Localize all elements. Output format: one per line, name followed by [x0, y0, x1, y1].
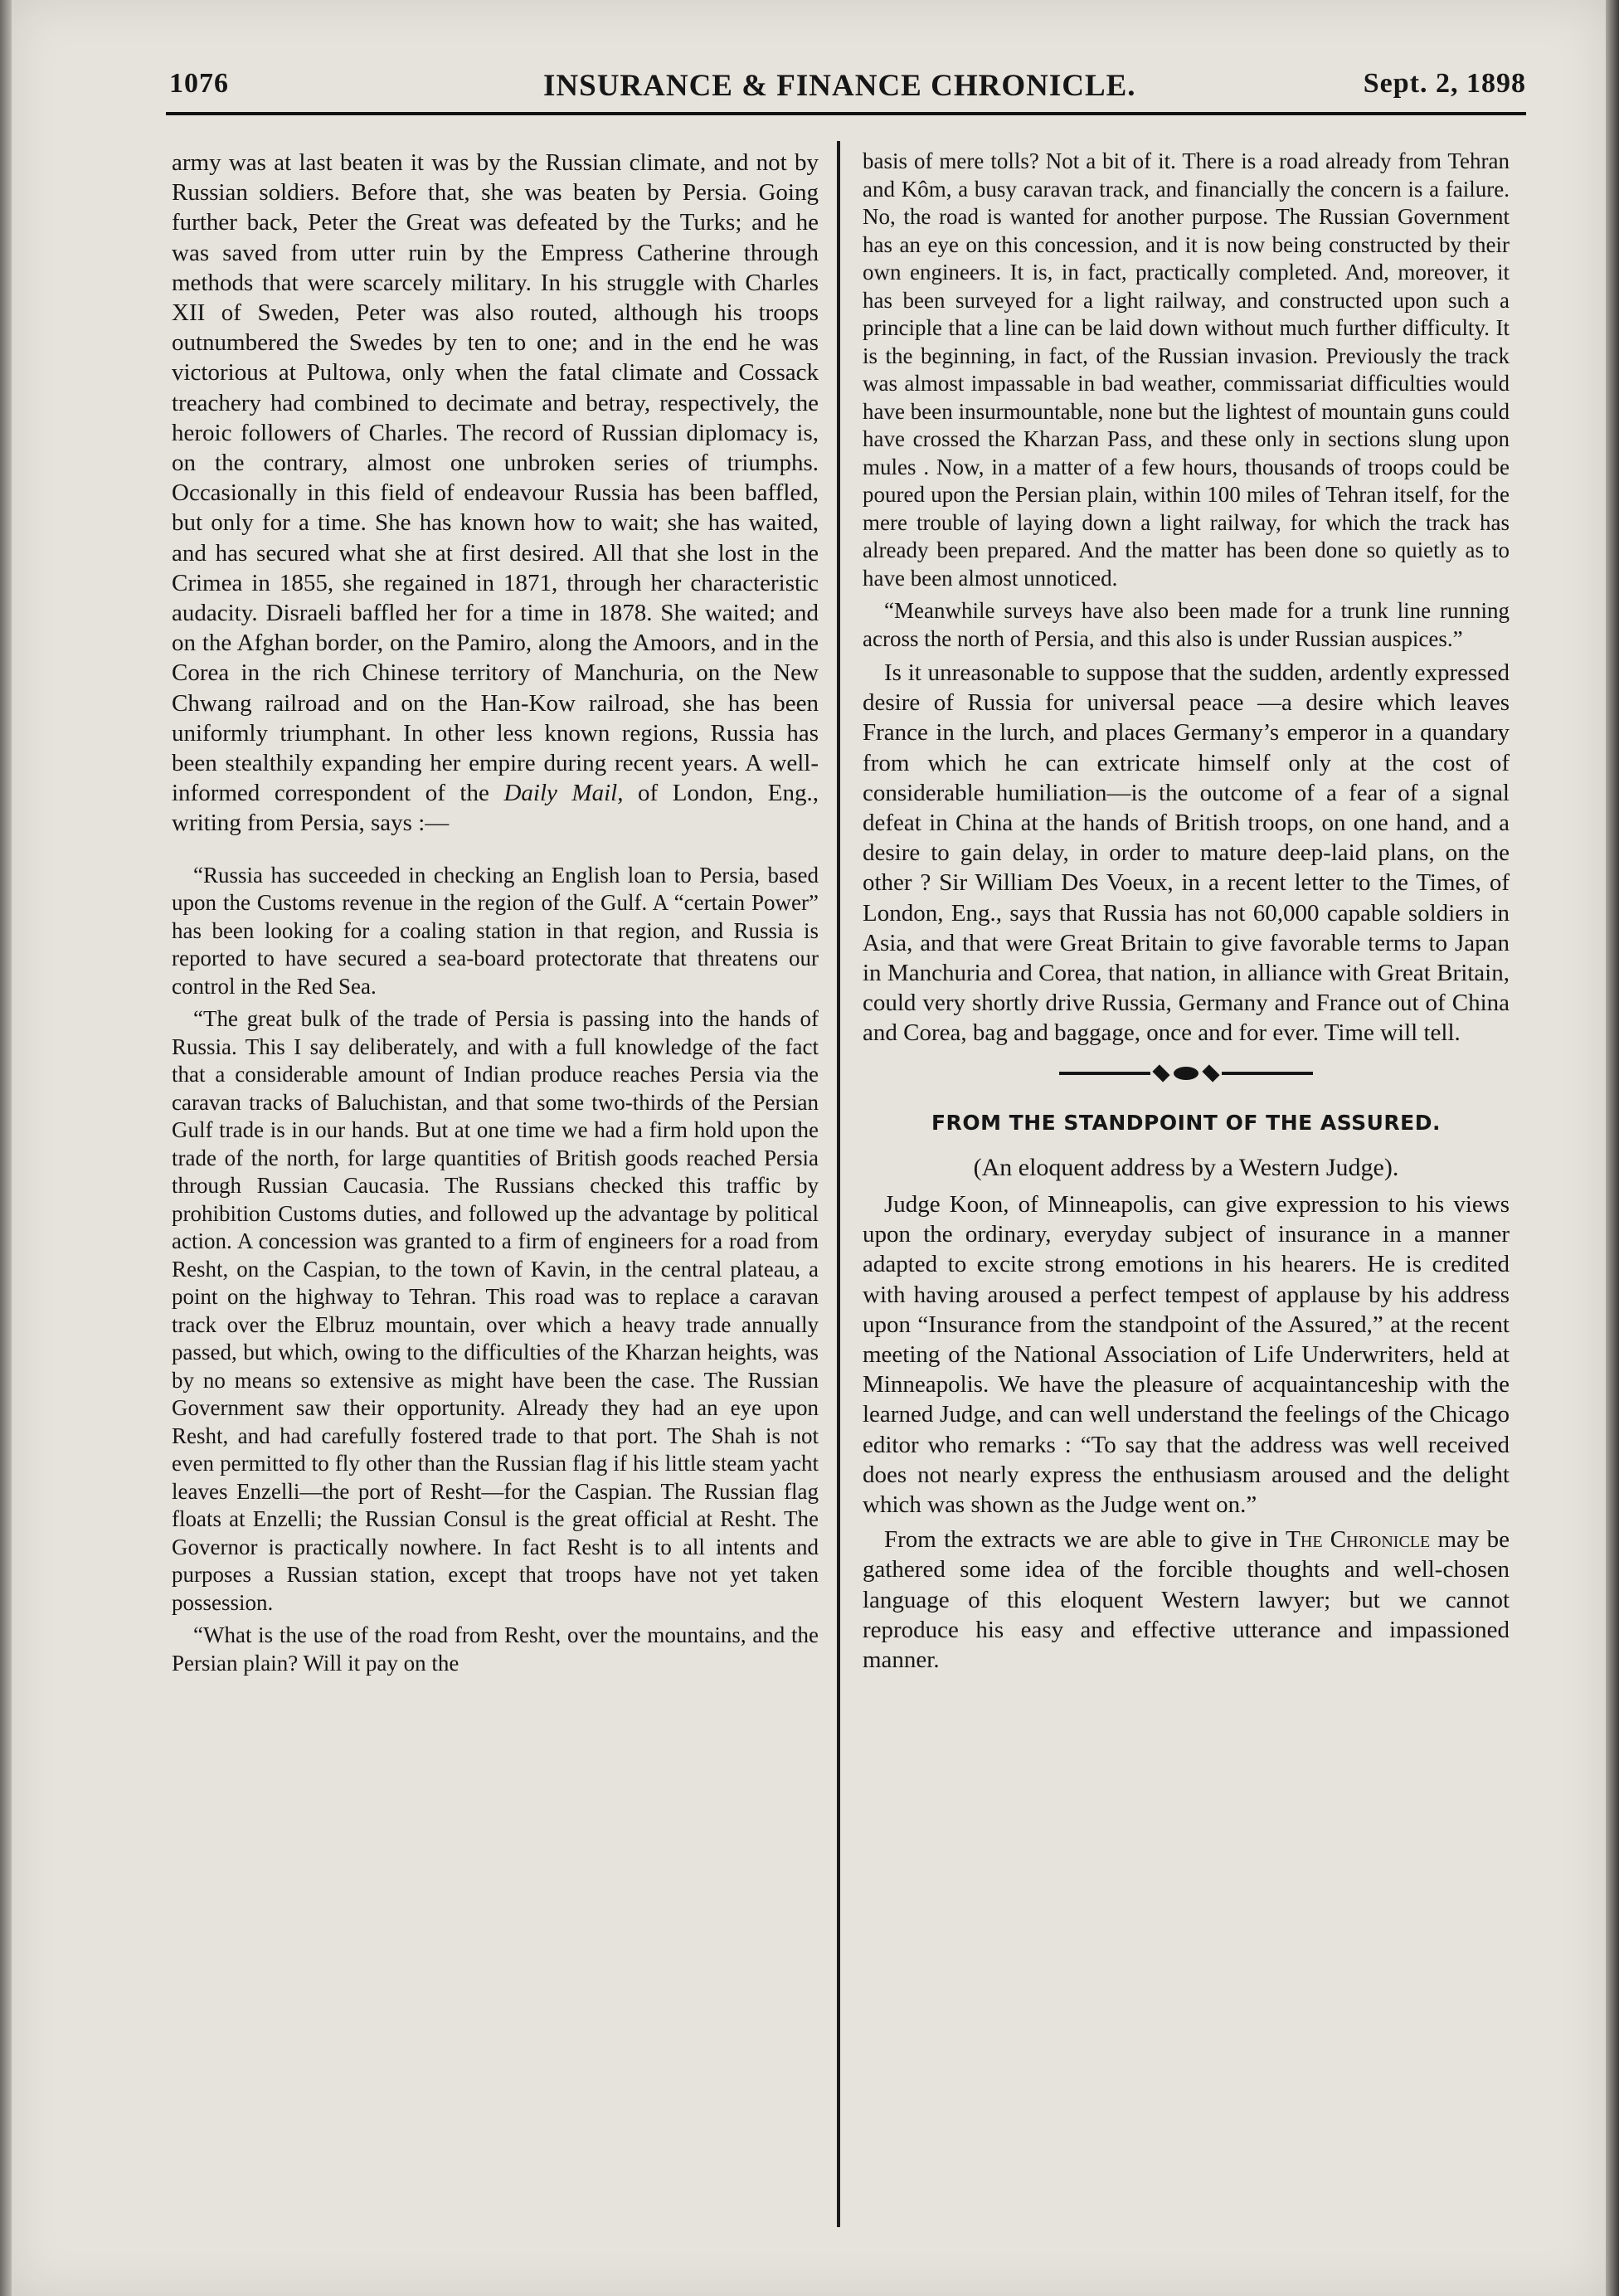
- paragraph-text: army was at last beaten it was by the Russian climate, and not by Russian soldiers. Before that, she was beaten by Persia. Going further back, Peter the Great was defeated by the Turks; and he was saved from utter ruin by the Empress Catherine through methods that were scarcely military. In his struggle with Charles XII of Sweden, Peter was also routed, although his troops outnumbered the Swedes by ten to one; and in the end he was victorious at Pultowa, only when the fatal climate and Cossack treachery had combined to decimate and betray, respectively, the heroic followers of Charles. The record of Russian diplomacy is, on the contrary, almost one unbroken series of triumphs. Occasionally in this field of endeavour Russia has been baffled, but only for a time. She has known how to wait; she has waited, and has secured what she at first desired. All that she lost in the Crimea in 1855, she regained in 1871, through her characteristic audacity. Disraeli baffled her for a time in 1878. She waited; and on the Afghan border, on the Pamiro, along the Amoors, and in the Corea in the rich Chinese territory of Manchuria, on the New Chwang railroad and on the Han-Kow railroad, she has been uniformly triumphant. In other less known regions, Russia has been stealthily expanding her empire during recent years. A well-informed correspondent of the: [172, 149, 819, 807]
- page-number: 1076: [169, 68, 229, 99]
- paragraph-text: may be gathered some idea of the forcible thoughts and well-chosen language of this eloquent Western lawyer; but we cannot reproduce his easy and effective utterance and impassioned manner.: [863, 1526, 1510, 1674]
- publication-title: INSURANCE & FINANCE CHRONICLE.: [543, 69, 1136, 103]
- ornament-oval: [1174, 1067, 1198, 1080]
- header-rule: [166, 112, 1526, 115]
- quoted-paragraph: “Russia has succeeded in checking an English loan to Persia, based upon the Customs revenue in the region of the Gulf. A “certain Power” has been looking for a coaling station in that region, and Russia is reported to have secured a sea-board protectorate that threatens our control in the Red Sea.: [172, 862, 819, 999]
- ornament-diamond: [1152, 1064, 1169, 1082]
- article-paragraph: [863, 1525, 1510, 1675]
- article-paragraph: Is it unreasonable to suppose that the sudden, ardently expressed desire of Russia for universal peace —a desire which leaves France in the lurch, and places Germany’s emperor in a quandary from which he can extricate himself only at the cost of considerable humiliation—is the outcome of a fear of a signal defeat in China at the hands of British troops, on one hand, and a desire to gain delay, in order to mature deep-laid plans, on the other ? Sir William Des Voeux, in a recent letter to the Times, of London, Eng., says that Russia has not 60,000 capable soldiers in Asia, and that were Great Britain to give favorable terms to Japan in Manchuria and Corea, that nation, in alliance with Great Britain, could very shortly drive Russia, Germany and France out of China and Corea, bag and baggage, once and for ever. Time will tell.: [863, 659, 1510, 1047]
- section-heading: FROM THE STANDPOINT OF THE ASSURED.: [931, 1110, 1442, 1135]
- ornament-diamond: [1202, 1064, 1219, 1082]
- paragraph-text: of London, Eng., writing from Persia, says :—: [172, 780, 819, 837]
- ornament-line: [1222, 1072, 1313, 1075]
- publication-name: The Chronicle: [1286, 1526, 1431, 1554]
- column-divider: [837, 141, 840, 2227]
- section-subheading: (An eloquent address by a Western Judge).: [973, 1153, 1399, 1181]
- issue-date: Sept. 2, 1898: [1363, 68, 1526, 99]
- quoted-paragraph: “The great bulk of the trade of Persia is passing into the hands of Russia. This I say deliberately, and with a full knowledge of the fact that a considerable amount of Indian produce reaches Persia via the caravan tracks of Baluchistan, and that some two-thirds of the Persian Gulf trade is in our hands. But at one time we had a firm hold upon the trade of the north, for large quantities of British goods reached Persia through Russian Caucasia. The Russians checked this traffic by prohibition Customs duties, and followed up the advantage by political action. A concession was granted to a firm of engineers for a road from Resht, on the Caspian, to the town of Kavin, in the central plateau, a point on the highway to Tehran. This road was to replace a caravan track over the Elbruz mountain, over which a heavy trade annually passed, but which, owing to the difficulties of the Kharzan heights, was by no means so extensive as might have been the case. The Russian Government saw their opportunity. Already they had an eye upon Resht, and had carefully fostered trade to that port. The Shah is not even permitted to fly other than the Russian flag if his little steam yacht leaves Enzelli—the port of Resht—for the Caspian. The Russian flag floats at Enzelli; the Russian Consul is the great official at Resht. The Governor is practically nowhere. In fact Resht is to all intents and purposes a Russian station, except that troops have not yet taken possession.: [172, 1006, 819, 1615]
- section-ornament: [863, 1063, 1510, 1083]
- article-paragraph: [172, 148, 819, 839]
- scan-left-edge: [0, 0, 12, 2296]
- quoted-paragraph: “What is the use of the road from Resht, over the mountains, and the Persian plain? Will it pay on the: [172, 1622, 819, 1676]
- quoted-paragraph: “Meanwhile surveys have also been made for a trunk line running across the north of Persia, and this also is under Russian auspices.”: [863, 598, 1510, 651]
- ornament-line: [1059, 1072, 1150, 1075]
- right-column: [863, 148, 1510, 1680]
- scan-right-edge: [1606, 0, 1619, 2296]
- spacer: [172, 844, 819, 862]
- article-paragraph: Judge Koon, of Minneapolis, can give expression to his views upon the ordinary, everyday subject of insurance in a manner adapted to excite strong emotions in his hearers. He is credited with having aroused a perfect tempest of applause by his address upon “Insurance from the standpoint of the Assured,” at the recent meeting of the National Association of Life Underwriters, held at Minneapolis. We have the pleasure of acquaintanceship with the learned Judge, and can well understand the feelings of the Chicago editor who remarks : “To say that the address was well received does not nearly express the enthusiasm aroused and the delight which was shown as the Judge went on.”: [863, 1191, 1510, 1519]
- running-header: [158, 65, 1526, 106]
- paragraph-text: From the extracts we are able to give in: [884, 1526, 1278, 1554]
- quoted-paragraph: basis of mere tolls? Not a bit of it. There is a road already from Tehran and Kôm, a busy caravan track, and financially the concern is a failure. No, the road is wanted for another purpose. The Russian Government has an eye on this concession, and it is now being constructed by their own engineers. It is, in fact, practically completed. And, moreover, it has been surveyed for a light railway, and constructed upon such a principle that a line can be laid down without much further difficulty. It is the beginning, in fact, of the Russian invasion. Previously the track was almost impassable in bad weather, commissariat difficulties would have been insurmountable, none but the lightest of mountain guns could have crossed the Kharzan Pass, and these only in sections slung upon mules . Now, in a matter of a few hours, thousands of troops could be poured upon the Persian plain, within 100 miles of Tehran itself, for the mere trouble of laying down a light railway, for which the track has already been prepared. And the matter has been done so quietly as to have been almost unnoticed.: [863, 148, 1510, 591]
- left-column: [172, 148, 819, 1682]
- newspaper-title: Daily Mail,: [503, 780, 624, 807]
